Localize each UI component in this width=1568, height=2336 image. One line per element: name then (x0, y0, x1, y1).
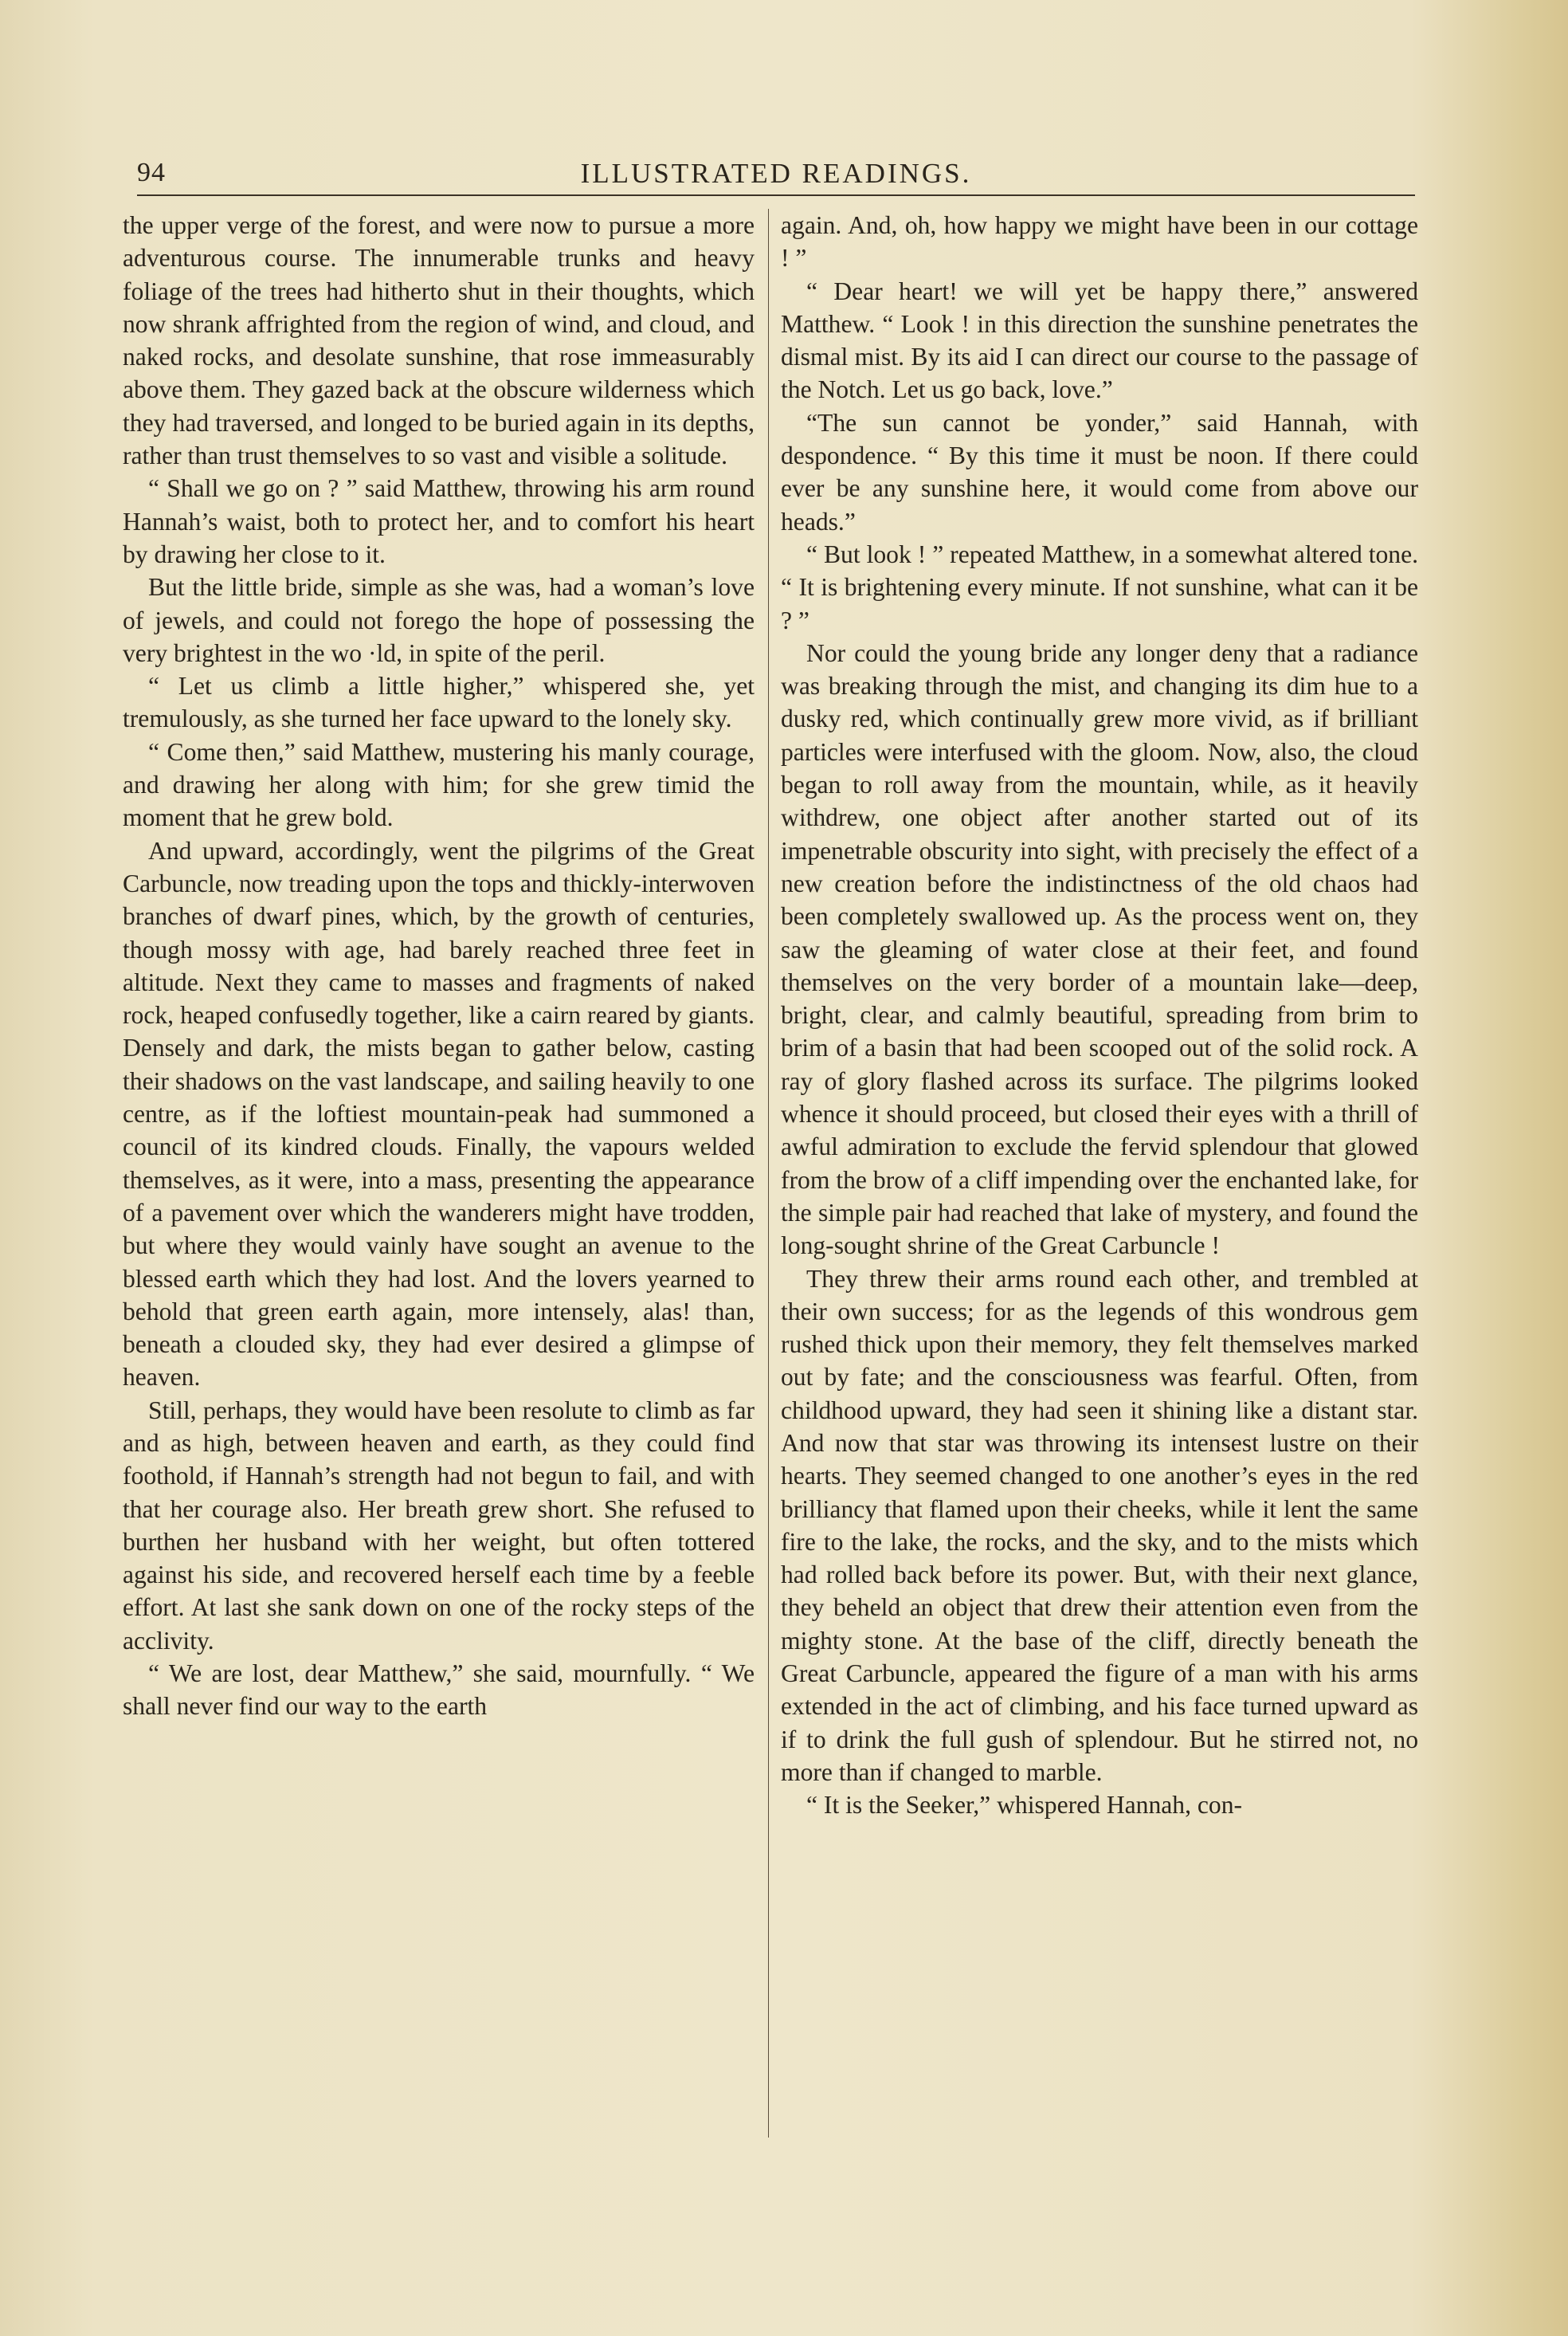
paragraph: “ Dear heart! we will yet be happy there,” answered Matthew. “ Look ! in this direction the sunshine penetrates the dismal mist. By its aid I can direct our course to the passage of the Notch. Let us go back, love.” (781, 277, 1418, 404)
paragraph: “The sun cannot be yonder,” said Hannah, with despondence. “ By this time it must be noon. If there could ever be any sunshine here, it would come from above our heads.” (781, 408, 1418, 536)
page-number: 94 (137, 158, 166, 187)
header-rule (137, 194, 1415, 196)
column-divider (768, 209, 769, 2138)
paragraph: “ Come then,” said Matthew, mustering his manly courage, and drawing her along with him; for she grew timid the moment that he grew bold. (123, 737, 755, 832)
paragraph: But the little bride, simple as she was, had a woman’s love of jewels, and could not forego the hope of possessing the very brightest in the wo ·ld, in spite of the peril. (123, 573, 755, 667)
left-column (123, 209, 755, 2106)
paragraph: Still, perhaps, they would have been resolute to climb as far and as high, between heaven and earth, as they could find foothold, if Hannah’s strength had not begun to fail, and with that her courage also. Her breath grew short. She refused to burthen her husband with her weight, but often tottered against his side, and recovered herself each time by a feeble effort. At last she sank down on one of the rocky steps of the acclivity. (123, 1396, 755, 1655)
paragraph: again. And, oh, how happy we might have been in our cottage ! ” (781, 211, 1418, 273)
paragraph: They threw their arms round each other, and trembled at their own success; for as the legends of this wondrous gem rushed thick upon their memory, they felt themselves marked out by fate; and the consciousness was fearful. Often, from childhood upward, they had seen it shining like a distant star. And now that star was throwing its intensest lustre on their hearts. They seemed changed to one another’s eyes in the red brilliancy that flamed upon their cheeks, while it lent the same fire to the lake, the rocks, and the sky, and to the mists which had rolled back before its power. But, with their next glance, they beheld an object that drew their attention even from the mighty stone. At the base of the cliff, directly beneath the Great Carbuncle, appeared the figure of a man with his arms extended in the act of climbing, and his face turned upward as if to drink the full gush of splendour. But he stirred not, no more than if changed to marble. (781, 1264, 1418, 1786)
paragraph: “ It is the Seeker,” whispered Hannah, con- (806, 1791, 1243, 1820)
paragraph: the upper verge of the forest, and were now to pursue a more adventurous course. The innumerable trunks and heavy foliage of the trees had hitherto shut in their thoughts, which now shrank affrighted from the region of wind, and cloud, and naked rocks, and desolate sunshine, that rose immeasurably above them. They gazed back at the obscure wilderness which they had traversed, and longed to be buried again in its depths, rather than trust themselves to so vast and visible a solitude. (123, 211, 755, 470)
running-title: ILLUSTRATED READINGS. (580, 158, 972, 189)
right-column (781, 209, 1418, 2106)
paragraph: Nor could the young bride any longer deny that a radiance was breaking through the mist, and changing its dim hue to a dusky red, which continually grew more vivid, as if brilliant particles were interfused with the gloom. Now, also, the cloud began to roll away from the mountain, while, as it heavily withdrew, one object after another started out of its impenetrable obscurity into sight, with precisely the effect of a new creation before the indistinctness of the old chaos had been completely swallowed up. As the process went on, they saw the gleaming of water close at their feet, and found themselves on the very border of a mountain lake—deep, bright, clear, and calmly beautiful, spreading from brim to brim of a basin that had been scooped out of the solid rock. A ray of glory flashed across its surface. The pilgrims looked whence it should proceed, but closed their eyes with a thrill of awful admiration to exclude the fervid splendour that glowed from the brow of a cliff impending over the enchanted lake, for the simple pair had reached that lake of mystery, and found the long-sought shrine of the Great Carbuncle ! (781, 638, 1418, 1260)
paragraph: “ Let us climb a little higher,” whispered she, yet tremulously, as she turned her face upward to the lonely sky. (123, 672, 755, 733)
paragraph: And upward, accordingly, went the pilgrims of the Great Carbuncle, now treading upon the tops and thickly-interwoven branches of dwarf pines, which, by the growth of centuries, though mossy with age, had barely reached three feet in altitude. Next they came to masses and fragments of naked rock, heaped confusedly together, like a cairn reared by giants. Densely and dark, the mists began to gather below, casting their shadows on the vast landscape, and sailing heavily to one centre, as if the loftiest mountain-peak had summoned a council of its kindred clouds. Finally, the vapours welded themselves, as it were, into a mass, presenting the appearance of a pavement over which the wanderers might have trodden, but where they would vainly have sought an avenue to the blessed earth which they had lost. And the lovers yearned to behold that green earth again, more intensely, alas! than, beneath a clouded sky, they had ever desired a glimpse of heaven. (123, 836, 755, 1392)
paragraph: “ We are lost, dear Matthew,” she said, mournfully. “ We shall never find our way to the earth (123, 1659, 755, 1721)
paragraph: “ Shall we go on ? ” said Matthew, throwing his arm round Hannah’s waist, both to protect her, and to comfort his heart by drawing her close to it. (123, 474, 755, 568)
paragraph: “ But look ! ” repeated Matthew, in a somewhat altered tone. “ It is brightening every minute. If not sunshine, what can it be ? ” (781, 540, 1418, 634)
page-header (137, 153, 1415, 193)
